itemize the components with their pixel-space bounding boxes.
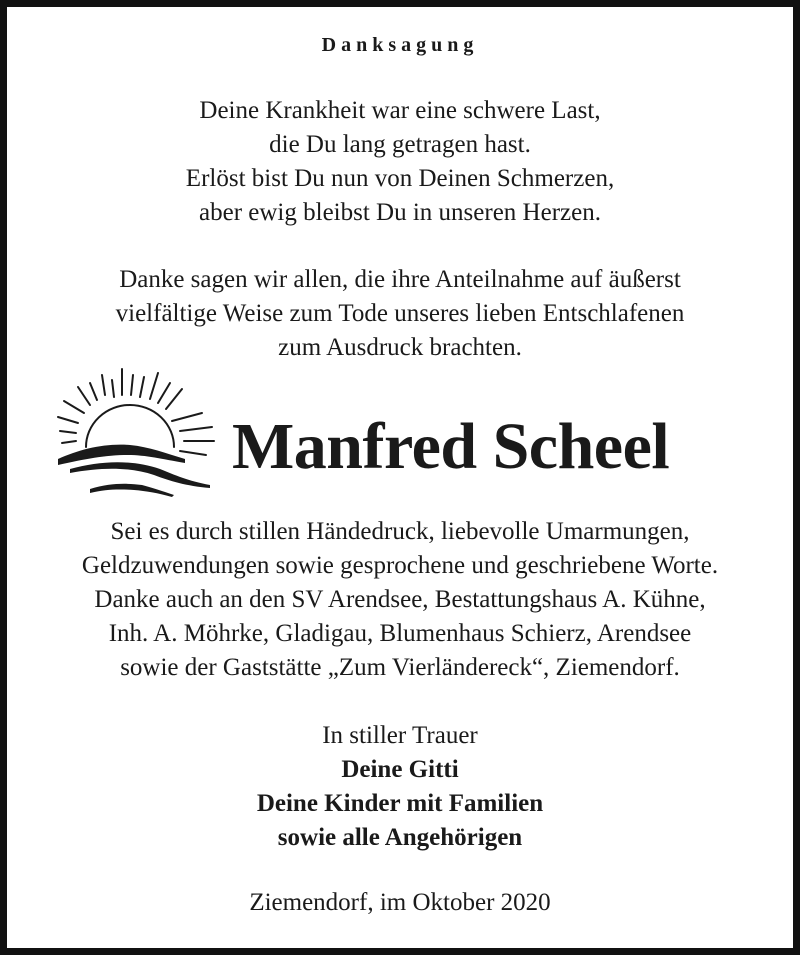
thanks-detail-line: Danke auch an den SV Arendsee, Bestattungshaus A. Kühne, [94,586,706,613]
mourning-intro: In stiller Trauer [322,722,478,749]
heading: Danksagung [321,34,479,56]
thanks-detail-line: sowie der Gaststätte „Zum Vierländereck“, Ziemendorf. [120,654,680,681]
mourner-line: sowie alle Angehörigen [277,824,523,851]
thanks-detail-line: Geldzuwendungen sowie gesprochene und geschriebene Worte. [81,552,719,579]
poem-line: aber ewig bleibst Du in unseren Herzen. [199,199,601,226]
thanks-intro-line: zum Ausdruck brachten. [278,334,522,361]
thanks-intro-line: Danke sagen wir allen, die ihre Anteilnahme auf äußerst [119,266,681,293]
poem-line: die Du lang getragen hast. [269,131,531,158]
thanks-intro-line: vielfältige Weise zum Tode unseres lieben Entschlafenen [115,300,685,327]
sunrise-icon [50,365,220,505]
thanks-detail-line: Inh. A. Möhrke, Gladigau, Blumenhaus Schierz, Arendsee [108,620,692,647]
place-date: Ziemendorf, im Oktober 2020 [249,889,551,916]
poem-line: Erlöst bist Du nun von Deinen Schmerzen, [185,165,615,192]
thanks-detail-line: Sei es durch stillen Händedruck, liebevolle Umarmungen, [110,518,690,545]
poem-line: Deine Krankheit war eine schwere Last, [199,97,601,124]
mourner-line: Deine Kinder mit Familien [256,790,544,817]
deceased-name: Manfred Scheel [232,410,670,483]
mourner-line: Deine Gitti [341,756,459,783]
